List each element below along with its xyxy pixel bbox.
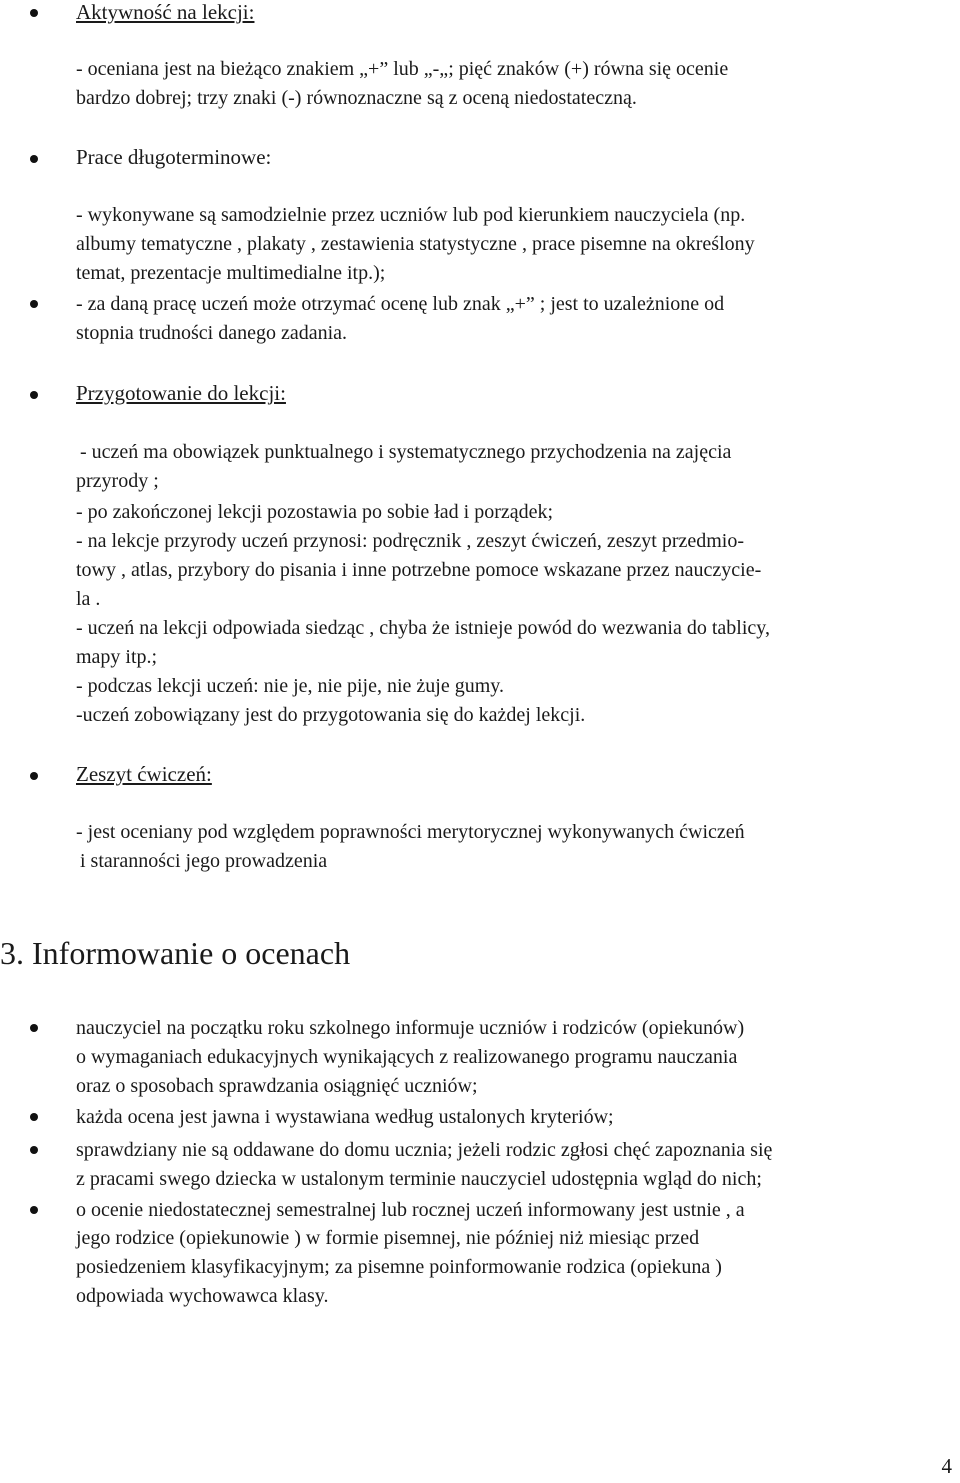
- bullet-icon: [30, 155, 38, 163]
- text-line: - uczeń ma obowiązek punktualnego i systematycznego przychodzenia na zajęcia: [80, 441, 732, 463]
- text-line: jego rodzice (opiekunowie ) w formie pisemnej, nie później niż miesiąc przed: [76, 1227, 700, 1249]
- text-line: - oceniana jest na bieżąco znakiem „+” lub „-„; pięć znaków (+) równa się ocenie: [76, 58, 729, 80]
- bullet-icon: [30, 9, 38, 17]
- section-heading-przygotowanie: Przygotowanie do lekcji:: [76, 381, 286, 405]
- text-line: - podczas lekcji uczeń: nie je, nie pije, nie żuje gumy.: [76, 675, 504, 697]
- text-line: z pracami swego dziecka w ustalonym terminie nauczyciel udostępnia wgląd do nich;: [76, 1168, 762, 1190]
- text-line: i staranności jego prowadzenia: [80, 850, 328, 872]
- text-line: la .: [76, 588, 101, 610]
- bullet-icon: [30, 391, 38, 399]
- text-line: każda ocena jest jawna i wystawiana według ustalonych kryteriów;: [76, 1106, 614, 1128]
- text-line: stopnia trudności danego zadania.: [76, 322, 348, 344]
- text-line: temat, prezentacje multimedialne itp.);: [76, 262, 386, 284]
- text-line: -uczeń zobowiązany jest do przygotowania się do każdej lekcji.: [76, 704, 586, 726]
- bullet-icon: [30, 1113, 38, 1121]
- section-heading-zeszyt: Zeszyt ćwiczeń:: [76, 762, 212, 786]
- text-line: odpowiada wychowawca klasy.: [76, 1285, 329, 1307]
- text-line: - za daną pracę uczeń może otrzymać ocenę lub znak „+” ; jest to uzależnione od: [76, 293, 725, 315]
- text-line: albumy tematyczne , plakaty , zestawienia statystyczne , prace pisemne na określony: [76, 233, 755, 255]
- text-line: bardzo dobrej; trzy znaki (-) równoznaczne są z oceną niedostateczną.: [76, 87, 637, 109]
- chapter-heading: 3. Informowanie o ocenach: [0, 935, 351, 971]
- bullet-icon: [30, 1146, 38, 1154]
- text-line: towy , atlas, przybory do pisania i inne potrzebne pomoce wskazane przez nauczycie-: [76, 559, 762, 581]
- text-line: nauczyciel na początku roku szkolnego informuje uczniów i rodziców (opiekunów): [76, 1017, 745, 1039]
- text-line: o wymaganiach edukacyjnych wynikających z realizowanego programu nauczania: [76, 1046, 738, 1068]
- bullet-icon: [30, 300, 38, 308]
- section-heading-prace: Prace długoterminowe:: [76, 145, 272, 169]
- bullet-icon: [30, 772, 38, 780]
- text-line: - na lekcje przyrody uczeń przynosi: podręcznik , zeszyt ćwiczeń, zeszyt przedmio-: [76, 530, 745, 552]
- text-line: o ocenie niedostatecznej semestralnej lub rocznej uczeń informowany jest ustnie , a: [76, 1199, 745, 1221]
- text-line: - uczeń na lekcji odpowiada siedząc , chyba że istnieje powód do wezwania do tablicy,: [76, 617, 770, 639]
- bullet-icon: [30, 1206, 38, 1214]
- section-heading-aktywnosc: Aktywność na lekcji:: [76, 0, 255, 24]
- bullet-icon: [30, 1024, 38, 1032]
- text-line: - jest oceniany pod względem poprawności merytorycznej wykonywanych ćwiczeń: [76, 821, 745, 843]
- page-number: 4: [941, 1454, 952, 1478]
- text-line: posiedzeniem klasyfikacyjnym; za pisemne poinformowanie rodzica (opiekuna ): [76, 1256, 722, 1278]
- text-line: - wykonywane są samodzielnie przez uczniów lub pod kierunkiem nauczyciela (np.: [76, 204, 746, 226]
- text-line: przyrody ;: [76, 470, 159, 492]
- text-line: oraz o sposobach sprawdzania osiągnięć uczniów;: [76, 1075, 478, 1097]
- text-line: sprawdziany nie są oddawane do domu ucznia; jeżeli rodzic zgłosi chęć zapoznania się: [76, 1139, 773, 1161]
- text-line: - po zakończonej lekcji pozostawia po sobie ład i porządek;: [76, 501, 554, 523]
- text-line: mapy itp.;: [76, 646, 158, 668]
